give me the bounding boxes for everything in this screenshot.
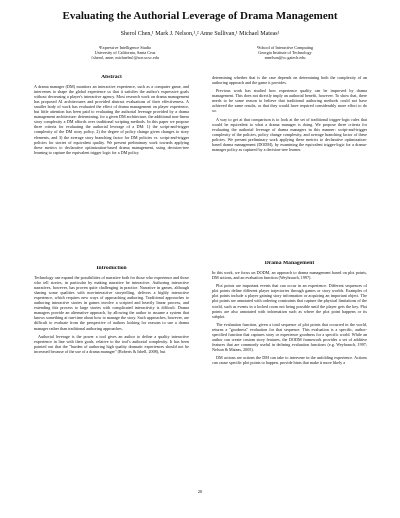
affiliation-line: ¹Expressive Intelligence Studio: [98, 45, 152, 50]
abstract-heading: Abstract: [101, 75, 122, 80]
affiliation-line: University of California, Santa Cruz: [94, 50, 156, 56]
drama-management-heading: Drama Management: [264, 261, 315, 266]
paragraph: DM actions are actions the DM can take to intervene in the unfolding experience. Actions can cause specific plot points to happen, provide hints that make it more likely a: [212, 355, 367, 366]
author-list: Sherol Chen,¹ Mark J. Nelson,¹,² Anne Sullivan,¹ Michael Mateas¹: [120, 31, 280, 37]
affiliation-email: {sherol, anne, michaelm}@soe.ucsc.edu: [91, 55, 159, 61]
paragraph: Plot points are important events that can occur in an experience. Different sequences of plot points define different player trajectories through games or story worlds. Examples of plot points include a player gaining story information or acquiring an important object. The plot points are annotated with ordering constraints that capture the physical limitations of the world, such as events in a locked room not being possible until the player gets the key. Plot points are also annotated with information such as where the plot point happens or its subplot.: [212, 283, 367, 319]
paragraph: The evaluation function, given a total sequence of plot points that occurred in the world, returns a "goodness" evaluation for that sequence. This evaluation is a specific, author-specified function that captures story or experience goodness for a specific world. While an author can create custom story features, the DODM framework provides a set of additive features that are commonly useful in defining evaluation functions (e.g. Weyhrauch, 1997; Nelson & Mateas, 2005).: [212, 321, 367, 353]
introduction-section: [34, 266, 189, 456]
paragraph: Authorial leverage is the power a tool gives an author to define a quality interactive experience in line with their goals, relative to the tool's authorial complexity. It has been pointed out that the "burden of authoring high quality dramatic experiences should not be increased because of the use of a drama manager" (Roberts & Isbell, 2008), but: [34, 333, 189, 354]
abstract-text: A drama manager (DM) monitors an interactive experience, such as a computer game, and intervenes to shape the global experience so that it satisfies the author's expressive goals without decreasing a player's interactive agency. Most research work on drama management has proposed AI architectures and provided abstract evaluations of their effectiveness. A smaller body of work has evaluated the effect of drama management on player experience, but little attention has been paid to evaluating the authorial leverage provided by a drama management architecture: determining, for a given DM architecture, the additional non-linear story complexity a DM affords over traditional scripting methods. In this paper we propose three criteria for evaluating the authorial leverage of a DM: 1) the script-and-trigger complexity of the DM story policy, 2) the degree of policy change given changes to story elements, and 3) the average story branching factor for DM policies vs. script-and-trigger policies for stories of equivalent quality. We present preliminary work towards applying these metrics to declarative optimization-based drama management, using decision-tree learning to capture the equivalent trigger logic for a DM policy.: [34, 84, 189, 155]
affiliation-line: ²School of Interactive Computing: [256, 45, 314, 50]
affiliation-ucsc: [50, 45, 200, 61]
right-column-continuation: [212, 75, 367, 245]
paragraph: Previous work has studied how experience quality can be improved by drama management. This does not directly imply an authorial benefit, however. To show that, there needs to be some reason to believe that traditional authoring methods could not have achieved the same results, or that they would have required considerably more effort to do so.: [212, 88, 367, 114]
abstract-section: [34, 75, 189, 245]
paragraph: A way to get at that comparison is to look at the set of traditional trigger-logic rules that would be equivalent to what a drama manager is doing. We propose three criteria for evaluating the authorial leverage of drama managers in this manner: script-and-trigger complexity of the policies, policy change complexity, and average branching factor of these policies. We present preliminary work applying these metrics to declarative optimization-based drama management (DODM), by examining the equivalent trigger-logic for a drama-manager policy as captured by a decision-tree learner.: [212, 116, 367, 152]
paper-title: Evaluating the Authorial Leverage of Drama Management: [62, 10, 338, 22]
affiliation-gatech: [210, 45, 360, 61]
introduction-heading: Introduction: [96, 266, 127, 271]
affiliation-line: Georgia Institute of Technology: [258, 50, 312, 56]
paragraph: In this work, we focus on DODM, an approach to drama management based on plot points, DM actions, and an evaluation function (Weyhrauch, 1997).: [212, 270, 367, 281]
paragraph: Technology can expand the possibilities of narrative both for those who experience and those who tell stories, in particular by making narrative be interactive. Authoring interactive narratives, however, has proven quite challenging in practice. Narrative in games, although sharing some qualities with non-interactive storytelling, delivers a highly interactive experience, which requires new ways of approaching authoring. Traditional approaches to authoring interactive stories in games involve a scripted and heavily linear process, and extending this process to large stories with complicated interactivity is difficult. Drama managers provide an alternative approach, by allowing the author to assume a system that knows something at run-time about how to manage the story. Such approaches, however, are difficult to evaluate from the perspective of authors looking for reasons to use a drama manager rather than traditional authoring approaches.: [34, 275, 189, 331]
drama-management-section: [212, 261, 367, 461]
affiliation-email: mnelson@cc.gatech.edu: [264, 55, 306, 61]
page-number: 20: [197, 489, 203, 494]
paragraph: determining whether that is the case depends on determining both the complexity of an authoring approach and the game it provides.: [212, 75, 367, 86]
